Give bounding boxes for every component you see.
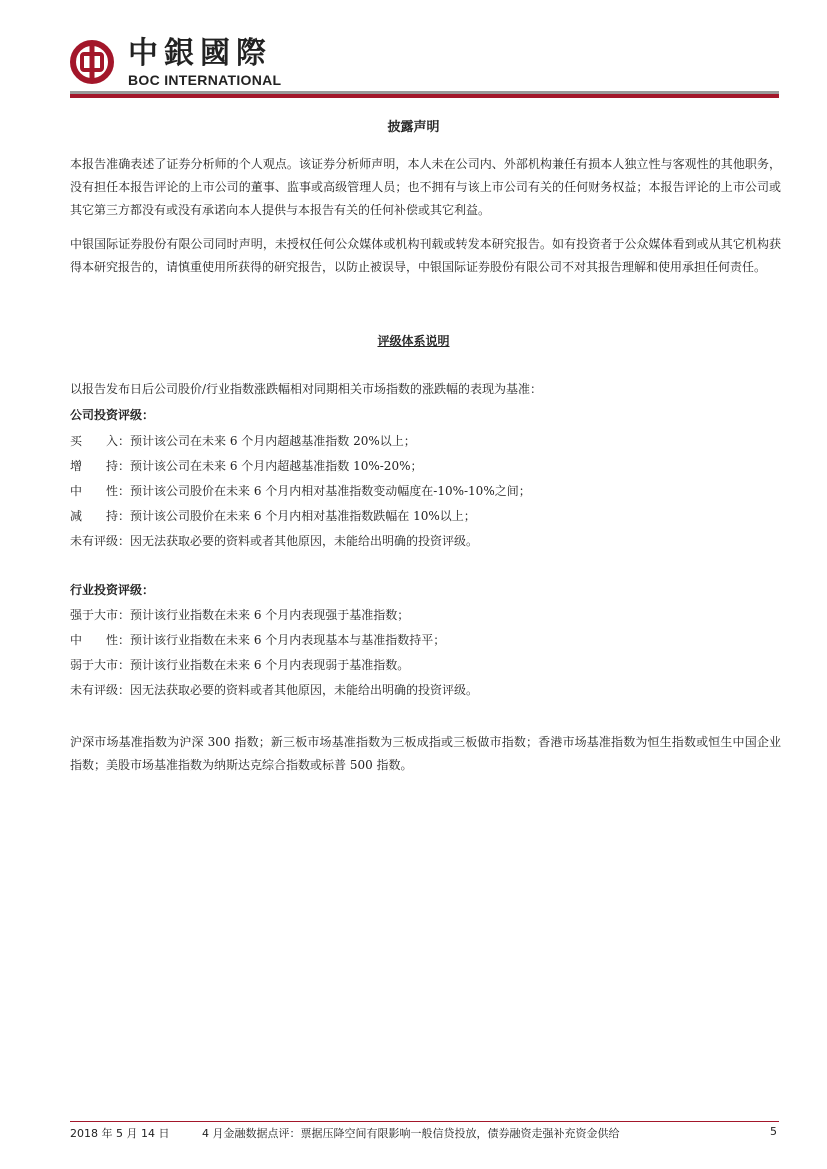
industry-rating-item: 中 性：预计该行业指数在未来 6 个月内表现基本与基准指数持平； [70,633,446,647]
logo-english-text: BOC INTERNATIONAL [128,72,282,88]
disclosure-paragraph-1: 本报告准确表述了证券分析师的个人观点。该证券分析师声明，本人未在公司内、外部机构兼任有损本人独立性与客观性的其他职务，没有担任本报告评论的上市公司的董事、监事或高级管理人员；也不拥有与该上市公司有关的任何财务权益；本报告评论的上市公司或其它第三方都没有或没有承诺向本人提供与本报告有关的任何补偿或其它利益。 [70,157,781,217]
industry-rating-heading: 行业投资评级： [70,583,155,597]
company-rating-item: 未有评级：因无法获取必要的资料或者其他原因，未能给出明确的投资评级。 [70,534,479,548]
company-rating-heading: 公司投资评级： [70,408,155,422]
company-rating-item: 增 持：预计该公司在未来 6 个月内超越基准指数 10%-20%； [70,459,423,473]
benchmark-note: 沪深市场基准指数为沪深 300 指数；新三板市场基准指数为三板成指或三板做市指数；香港市场基准指数为恒生指数或恒生中国企业指数；美股市场基准指数为纳斯达克综合指数或标普 500 指数。 [70,735,781,772]
industry-rating-item: 弱于大市：预计该行业指数在未来 6 个月内表现弱于基准指数。 [70,658,410,672]
industry-rating-item: 强于大市：预计该行业指数在未来 6 个月内表现强于基准指数； [70,608,410,622]
report-header [70,36,779,98]
industry-rating-item: 未有评级：因无法获取必要的资料或者其他原因，未能给出明确的投资评级。 [70,683,479,697]
company-rating-item: 减 持：预计该公司股价在未来 6 个月内相对基准指数跌幅在 10%以上； [70,509,476,523]
rating-intro: 以报告发布日后公司股价/行业指数涨跌幅相对同期相关市场指数的涨跌幅的表现为基准： [70,382,543,396]
logo-chinese-text: 中銀國際 [128,36,272,71]
company-rating-item: 中 性：预计该公司股价在未来 6 个月内相对基准指数变动幅度在-10%-10%之间； [70,484,531,498]
footer-report-title: 4 月金融数据点评：票据压降空间有限影响一般信贷投放，债券融资走强补充资金供给 [202,1127,620,1140]
disclosure-paragraph-2: 中银国际证券股份有限公司同时声明，未授权任何公众媒体或机构刊载或转发本研究报告。如有投资者于公众媒体看到或从其它机构获得本研究报告的，请慎重使用所获得的研究报告，以防止被误导，中银国际证券股份有限公司不对其报告理解和使用承担任何责任。 [70,237,781,274]
footer-date: 2018 年 5 月 14 日 [70,1127,170,1140]
page-number: 5 [770,1125,777,1138]
header-divider-red [70,94,779,98]
footer-divider [70,1121,779,1122]
boc-logo-icon [70,40,114,84]
company-rating-item: 买 入：预计该公司在未来 6 个月内超越基准指数 20%以上； [70,434,416,448]
disclosure-title: 披露声明 [387,120,440,135]
rating-title: 评级体系说明 [377,334,450,348]
